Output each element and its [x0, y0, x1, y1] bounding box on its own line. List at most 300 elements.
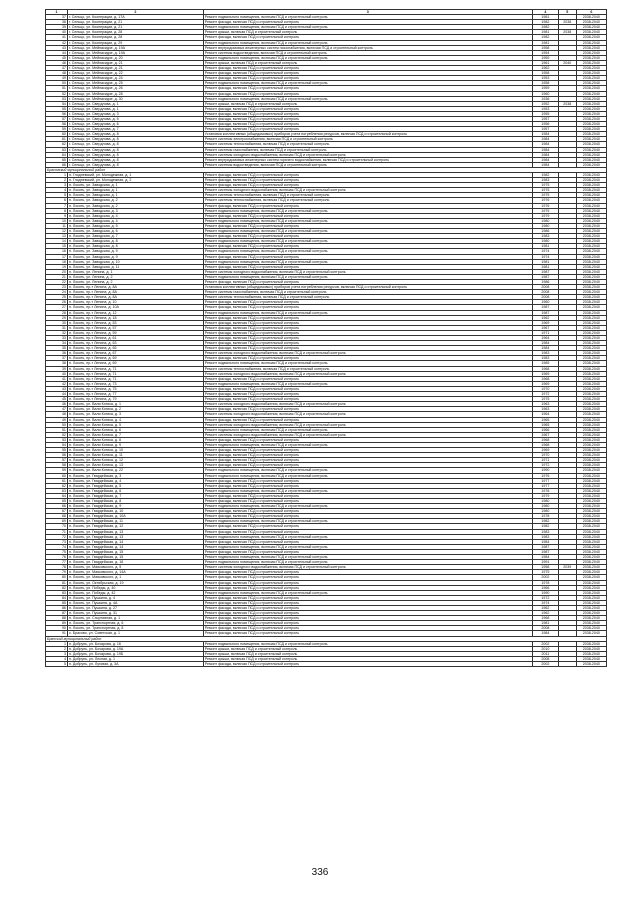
cell-period: 2038-2040 — [576, 448, 606, 453]
cell-year: 1974 — [532, 254, 558, 259]
cell-year: 1976 — [532, 203, 558, 208]
cell-year: 1964 — [532, 412, 558, 417]
cell-period: 2038-2040 — [576, 320, 606, 325]
cell-period: 2038-2040 — [576, 208, 606, 213]
cell-address: п. Локоть, ул. Маяковского, д. 14А — [67, 570, 203, 575]
cell-work-type: Ремонт фасада, включая ПСД и строительный контроль — [203, 325, 532, 330]
cell-number: 63 — [46, 488, 68, 493]
cell-address: г. Сельцо, ул. Мейпасидзе, д. 19А — [67, 45, 203, 50]
cell-address: п. Локоть, пр-т Ленина, д. 79 — [67, 397, 203, 402]
cell-period: 2038-2040 — [576, 478, 606, 483]
cell-work-type: Ремонт фасада, включая ПСД и строительный контроль — [203, 483, 532, 488]
cell-work-type: Ремонт системы теплоснабжения, включая ПСД и строительный контроль — [203, 142, 532, 147]
cell-period: 2038-2040 — [576, 575, 606, 580]
cell-number: 48 — [46, 71, 68, 76]
cell-work-type: Ремонт подвального помещения, включая ПСД и строительный контроль — [203, 381, 532, 386]
cell-year: 1981 — [532, 15, 558, 20]
cell-year: 2008 — [532, 295, 558, 300]
cell-number: 74 — [46, 544, 68, 549]
cell-year: 1968 — [532, 366, 558, 371]
cell-year: 2002 — [532, 641, 558, 646]
cell-period: 2038-2040 — [576, 662, 606, 667]
cell-work-type: Ремонт подвального помещения, включая ПСД и строительный контроль — [203, 229, 532, 234]
cell-work-type: Ремонт крыши, включая ПСД и строительный контроль — [203, 30, 532, 35]
cell-period: 2038-2040 — [576, 392, 606, 397]
cell-number: 16 — [46, 249, 68, 254]
cell-year: 1983 — [532, 356, 558, 361]
cell-year: 1964 — [532, 336, 558, 341]
cell-work-type: Ремонт подвального помещения, включая ПСД и строительный контроль — [203, 555, 532, 560]
cell-year: 1959 — [532, 55, 558, 60]
cell-year: 1969 — [532, 320, 558, 325]
cell-year: 1980 — [532, 223, 558, 228]
cell-year: 1979 — [532, 213, 558, 218]
cell-period: 2038-2040 — [576, 341, 606, 346]
cell-work-type: Ремонт системы холодного водоснабжения, включая ПСД и строительный контроль — [203, 432, 532, 437]
cell-work-type: Установка коллективных (общедомовых) приборов учета потребления ресурсов, включая ПСД и строительный контроль — [203, 285, 532, 290]
cell-address: п. Локоть, ул. Пушкина, д. 27 — [67, 605, 203, 610]
cell-number: 75 — [46, 549, 68, 554]
cell-work-type: Ремонт фасада, включая ПСД и строительный контроль — [203, 478, 532, 483]
cell-number: 82 — [46, 585, 68, 590]
cell-address: п. Локоть, ул. Заводская, д. 10 — [67, 259, 203, 264]
cell-work-type: Ремонт фасада, включая ПСД и строительный контроль — [203, 585, 532, 590]
cell-period: 2038-2040 — [576, 137, 606, 142]
cell-period: 2038-2040 — [576, 60, 606, 65]
cell-period: 2038-2040 — [576, 81, 606, 86]
cell-number: 5 — [46, 662, 68, 667]
cell-year: 1984 — [532, 132, 558, 137]
cell-address: п. Локоть, ул. Победы, д. 40 — [67, 585, 203, 590]
cell-number: 38 — [46, 361, 68, 366]
cell-work-type: Установка коллективных (общедомовых) приборов учета потребления ресурсов, включая ПСД и строительный контроль — [203, 132, 532, 137]
cell-year: 1962 — [532, 66, 558, 71]
cell-period: 2038-2040 — [576, 432, 606, 437]
cell-period: 2038-2040 — [576, 116, 606, 121]
cell-year: 1953 — [532, 76, 558, 81]
cell-period: 2038-2040 — [576, 560, 606, 565]
cell-year: 1987 — [532, 549, 558, 554]
cell-number: 23 — [46, 285, 68, 290]
cell-period: 2038-2040 — [576, 463, 606, 468]
cell-address: г. Сельцо, ул. Мейпасидзе, д. 25 — [67, 81, 203, 86]
cell-number: 7 — [46, 203, 68, 208]
cell-number: 73 — [46, 539, 68, 544]
cell-work-type: Ремонт подвального помещения, включая ПСД и строительный контроль — [203, 81, 532, 86]
cell-year: 1962 — [532, 315, 558, 320]
cell-work-type: Ремонт системы теплоснабжения, включая ПСД и строительный контроль — [203, 198, 532, 203]
cell-number: 6 — [46, 198, 68, 203]
cell-year: 1984 — [532, 152, 558, 157]
cell-address: п. Глодневский, ул. Молодежная, д. 2 — [67, 178, 203, 183]
cell-number: 18 — [46, 259, 68, 264]
cell-work-type: Ремонт фасада, включая ПСД и строительный контроль — [203, 621, 532, 626]
cell-year: 1983 — [532, 178, 558, 183]
cell-number: 22 — [46, 279, 68, 284]
cell-period: 2038-2040 — [576, 356, 606, 361]
cell-number: 61 — [46, 478, 68, 483]
cell-work-type: Ремонт фасада, включая ПСД и строительный контроль — [203, 631, 532, 636]
cell-period: 2038-2040 — [576, 40, 606, 45]
cell-year: 1954 — [532, 50, 558, 55]
cell-address: г. Сельцо, ул. Свердлова, д. 8 — [67, 132, 203, 137]
cell-period: 2038-2040 — [576, 305, 606, 310]
cell-address: г. Сельцо, ул. Свердлова, д. 1 — [67, 106, 203, 111]
cell-number: 9 — [46, 213, 68, 218]
cell-address: г. Сельцо, ул. Свердлова, д. 8 — [67, 157, 203, 162]
cell-address: п. Локоть, ул. Гвардейская, д. 14 — [67, 539, 203, 544]
section-title: Брянский муниципальный район — [46, 636, 607, 641]
cell-period: 2038-2040 — [576, 86, 606, 91]
cell-number: 55 — [46, 106, 68, 111]
cell-period: 2038-2040 — [576, 626, 606, 631]
cell-address: п. Локоть, ул. Вали Котика, д. 5 — [67, 422, 203, 427]
cell-period: 2038-2040 — [576, 193, 606, 198]
cell-address: п. Глодневский, ул. Молодежная, д. 1 — [67, 173, 203, 178]
cell-address: п. Локоть, ул. Вали Котика, д. 4 — [67, 417, 203, 422]
cell-address: г. Сельцо, ул. Кооперации, д. 29 — [67, 40, 203, 45]
cell-period: 2038-2040 — [576, 371, 606, 376]
cell-year: 1990 — [532, 468, 558, 473]
cell-number: 50 — [46, 422, 68, 427]
cell-year: 1976 — [532, 198, 558, 203]
cell-year: 1959 — [532, 86, 558, 91]
cell-address: п. Локоть, ул. Гвардейская, д. 15 — [67, 555, 203, 560]
cell-work-type: Ремонт фасада, включая ПСД и строительный контроль — [203, 106, 532, 111]
cell-year: 1967 — [532, 432, 558, 437]
cell-address: п. Локоть, ул. Заводская, д. 2 — [67, 203, 203, 208]
cell-period: 2038-2040 — [576, 616, 606, 621]
cell-number: 32 — [46, 330, 68, 335]
cell-work-type: Ремонт крыши, включая ПСД и строительный контроль — [203, 651, 532, 656]
cell-year: 1975 — [532, 397, 558, 402]
cell-number: 39 — [46, 366, 68, 371]
cell-address: г. Сельцо, ул. Мейпасидзе, д. 30 — [67, 96, 203, 101]
cell-period: 2038-2040 — [576, 381, 606, 386]
cell-year: 1968 — [532, 376, 558, 381]
cell-address: г. Сельцо, ул. Мейпасидзе, д. 20 — [67, 55, 203, 60]
col-number-2: 2 — [67, 10, 203, 15]
cell-period: 2038-2040 — [576, 366, 606, 371]
cell-year: 1980 — [532, 218, 558, 223]
cell-address: г. Сельцо, ул. Свердлова, д. 3 — [67, 111, 203, 116]
cell-year: 2002 — [532, 662, 558, 667]
cell-year: 2008 — [532, 290, 558, 295]
cell-year: 1982 — [532, 524, 558, 529]
cell-address: п. Локоть, ул. Гвардейская, д. 3 — [67, 473, 203, 478]
cell-period: 2038-2040 — [576, 600, 606, 605]
cell-address: п. Локоть, ул. Заводская, д. 2 — [67, 198, 203, 203]
repair-schedule-table — [45, 9, 607, 667]
cell-address: п. Локоть, ул. Заводская, д. 4 — [67, 213, 203, 218]
cell-address: п. Локоть, ул. Гвардейская, д. 10А — [67, 514, 203, 519]
cell-number: 86 — [46, 605, 68, 610]
cell-period: 2038-2040 — [576, 285, 606, 290]
cell-year: 2002 — [532, 575, 558, 580]
cell-number: 67 — [46, 509, 68, 514]
cell-address: п. Локоть, ул. Вали Котика, д. 8 — [67, 437, 203, 442]
cell-period: 2038-2040 — [576, 223, 606, 228]
cell-work-type: Ремонт фасада, включая ПСД и строительный контроль — [203, 320, 532, 325]
cell-year: 1986 — [532, 229, 558, 234]
cell-number: 52 — [46, 432, 68, 437]
cell-year: 1969 — [532, 381, 558, 386]
cell-number: 49 — [46, 76, 68, 81]
cell-work-type: Ремонт фасада, включая ПСД и строительный контроль — [203, 346, 532, 351]
cell-work-type: Ремонт системы теплоснабжения, включая ПСД и строительный контроль — [203, 366, 532, 371]
cell-work-type: Ремонт подвального помещения, включая ПСД и строительный контроль — [203, 590, 532, 595]
cell-work-type: Ремонт системы водоотведения, включая ПСД и строительный контроль — [203, 50, 532, 55]
cell-period: 2038-2040 — [576, 544, 606, 549]
cell-address: п. Локоть, ул. Заводская, д. 8 — [67, 239, 203, 244]
cell-year: 1956 — [532, 122, 558, 127]
cell-period: 2038-2040 — [576, 147, 606, 152]
cell-address: г. Сельцо, ул. Кооперации, д. 17А — [67, 15, 203, 20]
cell-work-type: Ремонт системы холодного водоснабжения, включая ПСД и строительный контроль — [203, 152, 532, 157]
cell-period: 2038-2040 — [576, 386, 606, 391]
cell-work-type: Ремонт подвального помещения, включая ПСД и строительный контроль — [203, 504, 532, 509]
cell-number: 66 — [46, 504, 68, 509]
cell-year: 1960 — [532, 300, 558, 305]
cell-work-type: Ремонт фасада, включая ПСД и строительный контроль — [203, 244, 532, 249]
cell-work-type: Ремонт фасада, включая ПСД и строительный контроль — [203, 336, 532, 341]
cell-number: 64 — [46, 493, 68, 498]
cell-address: п. Локоть, ул. Ленина, д. 2 — [67, 274, 203, 279]
cell-period: 2038-2040 — [576, 473, 606, 478]
cell-period: 2038-2040 — [576, 605, 606, 610]
cell-number: 1 — [46, 641, 68, 646]
cell-number: 34 — [46, 341, 68, 346]
cell-address: г. Сельцо, ул. Мейпасидзе, д. 26 — [67, 86, 203, 91]
cell-address: п. Добрунь, ул. Бочарова, д. 19Б — [67, 651, 203, 656]
cell-work-type: Ремонт фасада, включая ПСД и строительный контроль — [203, 111, 532, 116]
cell-period: 2038-2040 — [576, 152, 606, 157]
cell-period: 2038-2040 — [576, 555, 606, 560]
cell-address: п. Локоть, пр-т Ленина, д. 73 — [67, 381, 203, 386]
cell-year: 1972 — [532, 392, 558, 397]
cell-number: 37 — [46, 356, 68, 361]
cell-year: 1987 — [532, 544, 558, 549]
cell-period: 2038-2040 — [576, 427, 606, 432]
cell-year: 1975 — [532, 188, 558, 193]
cell-year: 1958 — [532, 81, 558, 86]
cell-address: г. Сельцо, ул. Мейпасидзе, д. 28 — [67, 91, 203, 96]
cell-address: п. Локоть, ул. Гвардейская, д. 8 — [67, 499, 203, 504]
cell-period: 2038-2040 — [576, 468, 606, 473]
cell-work-type: Ремонт фасада, включая ПСД и строительный контроль — [203, 234, 532, 239]
cell-year: 1953 — [532, 106, 558, 111]
cell-address: п. Локоть, пр-т Ленина, д. 71 — [67, 371, 203, 376]
cell-address: г. Сельцо, ул. Мейпасидзе, д. 21 — [67, 60, 203, 65]
cell-year: 1980 — [532, 239, 558, 244]
cell-number: 77 — [46, 560, 68, 565]
cell-number: 47 — [46, 407, 68, 412]
cell-year: 1983 — [532, 534, 558, 539]
cell-work-type: Ремонт фасада, включая ПСД и строительный контроль — [203, 71, 532, 76]
cell-work-type: Ремонт фасада, включая ПСД и строительный контроль — [203, 662, 532, 667]
cell-period: 2038-2040 — [576, 646, 606, 651]
cell-year: 1969 — [532, 371, 558, 376]
cell-number: 5 — [46, 193, 68, 198]
cell-work-type: Ремонт системы холодного водоснабжения, включая ПСД и строительный контроль — [203, 565, 532, 570]
cell-year: 1972 — [532, 595, 558, 600]
cell-work-type: Ремонт фасада, включая ПСД и строительный контроль — [203, 600, 532, 605]
cell-address: п. Локоть, ул. Гвардейская, д. 9 — [67, 504, 203, 509]
cell-number: 58 — [46, 122, 68, 127]
cell-year: 2008 — [532, 656, 558, 661]
cell-number: 59 — [46, 468, 68, 473]
cell-number: 81 — [46, 580, 68, 585]
cell-period: 2038-2040 — [576, 407, 606, 412]
cell-year: 1978 — [532, 580, 558, 585]
cell-year: 1987 — [532, 305, 558, 310]
cell-work-type: Ремонт фасада, включая ПСД и строительный контроль — [203, 279, 532, 284]
cell-year: 1981 — [532, 259, 558, 264]
cell-number: 72 — [46, 534, 68, 539]
cell-address: п. Локоть, ул. Вали Котика, д. 1 — [67, 402, 203, 407]
cell-period: 2038-2040 — [576, 127, 606, 132]
cell-number: 37 — [46, 15, 68, 20]
cell-period: 2038-2040 — [576, 504, 606, 509]
cell-number: 80 — [46, 575, 68, 580]
cell-year: 1987 — [532, 274, 558, 279]
cell-number: 3 — [46, 183, 68, 188]
cell-address: п. Локоть, ул. Маяковского, д. 5 — [67, 565, 203, 570]
cell-work-type: Ремонт фасада, включая ПСД и строительный контроль — [203, 35, 532, 40]
cell-number: 4 — [46, 656, 68, 661]
col-number-1: 1 — [46, 10, 68, 15]
cell-work-type: Ремонт системы теплоснабжения, включая ПСД и строительный контроль — [203, 295, 532, 300]
cell-number: 15 — [46, 244, 68, 249]
cell-number: 57 — [46, 458, 68, 463]
cell-work-type: Ремонт крыши, включая ПСД и строительный контроль — [203, 101, 532, 106]
cell-number: 61 — [46, 137, 68, 142]
cell-work-type: Ремонт фасада, включая ПСД и строительный контроль — [203, 392, 532, 397]
cell-work-type: Ремонт подвального помещения, включая ПСД и строительный контроль — [203, 361, 532, 366]
cell-address: п. Локоть, ул. Гвардейская, д. 15 — [67, 549, 203, 554]
cell-year: 1978 — [532, 514, 558, 519]
cell-period: 2038-2040 — [576, 330, 606, 335]
cell-period: 2038-2040 — [576, 290, 606, 295]
cell-year: 1984 — [532, 555, 558, 560]
cell-work-type: Ремонт системы холодного водоснабжения, включая ПСД и строительный контроль — [203, 402, 532, 407]
cell-number: 11 — [46, 223, 68, 228]
cell-work-type: Ремонт фасада, включая ПСД и строительный контроль — [203, 341, 532, 346]
cell-year: 1967 — [532, 325, 558, 330]
cell-year: 1984 — [532, 137, 558, 142]
cell-address: п. Добрунь, ул. Бочарова, д. 16 — [67, 641, 203, 646]
cell-period: 2038-2040 — [576, 203, 606, 208]
cell-year: 1987 — [532, 269, 558, 274]
cell-work-type: Ремонт фасада, включая ПСД и строительный контроль — [203, 493, 532, 498]
cell-address: п. Локоть, пр-т Ленина, д. 18 — [67, 315, 203, 320]
cell-work-type: Ремонт подвального помещения, включая ПСД и строительный контроль — [203, 208, 532, 213]
cell-period: 2038-2040 — [576, 509, 606, 514]
cell-number: 24 — [46, 290, 68, 295]
cell-address: п. Локоть, ул. Маяковского, д. 1 — [67, 575, 203, 580]
cell-work-type: Ремонт фасада, включая ПСД и строительный контроль — [203, 86, 532, 91]
cell-number: 71 — [46, 529, 68, 534]
cell-period: 2038-2040 — [576, 524, 606, 529]
cell-year: 1970 — [532, 386, 558, 391]
cell-work-type: Ремонт фасада, включая ПСД и строительный контроль — [203, 514, 532, 519]
cell-year-extra: 2040 — [558, 60, 576, 65]
cell-work-type: Ремонт фасада, включая ПСД и строительный контроль — [203, 183, 532, 188]
cell-address: п. Локоть, ул. Заводская, д. 9 — [67, 249, 203, 254]
cell-year: 1991 — [532, 560, 558, 565]
cell-period: 2038-2040 — [576, 565, 606, 570]
cell-number: 90 — [46, 626, 68, 631]
cell-number: 46 — [46, 60, 68, 65]
cell-year: 1971 — [532, 458, 558, 463]
cell-period: 2038-2040 — [576, 336, 606, 341]
cell-year: 1966 — [532, 585, 558, 590]
cell-work-type: Ремонт подвального помещения, включая ПСД и строительный контроль — [203, 560, 532, 565]
cell-period: 2038-2040 — [576, 412, 606, 417]
cell-number: 45 — [46, 55, 68, 60]
cell-year: 1965 — [532, 417, 558, 422]
cell-number: 42 — [46, 381, 68, 386]
cell-work-type: Ремонт подвального помещения, включая ПСД и строительный контроль — [203, 473, 532, 478]
cell-period: 2038-2040 — [576, 96, 606, 101]
cell-address: п. Локоть, ул. Пушкина, д. 31 — [67, 611, 203, 616]
cell-period: 2038-2040 — [576, 493, 606, 498]
cell-address: г. Сельцо, ул. Свердлова, д. 8 — [67, 152, 203, 157]
cell-period: 2038-2040 — [576, 239, 606, 244]
cell-work-type: Ремонт подвального помещения, включая ПСД и строительный контроль — [203, 218, 532, 223]
cell-address: п. Локоть, пр-т Ленина, д. 69 — [67, 356, 203, 361]
cell-work-type: Ремонт внутридомовых инженерных систем газоснабжения, включая ПСД и строительный контроль — [203, 45, 532, 50]
cell-address: п. Локоть, ул. Гвардейская, д. 7 — [67, 493, 203, 498]
cell-address: п. Локоть, пр-т Ленина, д. 77 — [67, 392, 203, 397]
cell-period: 2038-2040 — [576, 213, 606, 218]
cell-work-type: Ремонт системы холодного водоснабжения, включая ПСД и строительный контроль — [203, 188, 532, 193]
cell-period: 2038-2040 — [576, 300, 606, 305]
cell-year: 1982 — [532, 20, 558, 25]
cell-year: 1981 — [532, 30, 558, 35]
cell-number: 63 — [46, 147, 68, 152]
cell-period: 2038-2040 — [576, 310, 606, 315]
cell-number: 2 — [46, 646, 68, 651]
cell-year: 1975 — [532, 208, 558, 213]
cell-period: 2038-2040 — [576, 549, 606, 554]
cell-period: 2038-2040 — [576, 529, 606, 534]
cell-year: 1987 — [532, 310, 558, 315]
cell-number: 64 — [46, 152, 68, 157]
cell-address: п. Локоть, ул. Вали Котика, д. 11 — [67, 453, 203, 458]
cell-work-type: Ремонт подвального помещения, включая ПСД и строительный контроль — [203, 544, 532, 549]
cell-work-type: Ремонт фасада, включая ПСД и строительный контроль — [203, 315, 532, 320]
cell-address: п. Локоть, пр-т Ленина, д. 59 — [67, 330, 203, 335]
cell-work-type: Ремонт фасада, включая ПСД и строительный контроль — [203, 173, 532, 178]
cell-year: 1976 — [532, 473, 558, 478]
cell-address: п. Локоть, ул. Гвардейская, д. 13 — [67, 534, 203, 539]
cell-number: 25 — [46, 295, 68, 300]
cell-period: 2038-2040 — [576, 499, 606, 504]
cell-period: 2038-2040 — [576, 651, 606, 656]
cell-year: 1982 — [532, 173, 558, 178]
cell-year: 1961 — [532, 60, 558, 65]
cell-work-type: Ремонт подвального помещения, включая ПСД и строительный контроль — [203, 15, 532, 20]
cell-period: 2038-2040 — [576, 25, 606, 30]
cell-period: 2038-2040 — [576, 417, 606, 422]
cell-period: 2038-2040 — [576, 101, 606, 106]
cell-address: п. Локоть, пр-т Ленина, д. 65 — [67, 346, 203, 351]
cell-address: п. Локоть, ул. Гвардейская, д. 5 — [67, 483, 203, 488]
cell-work-type: Ремонт подвального помещения, включая ПСД и строительный контроль — [203, 249, 532, 254]
cell-year: 1984 — [532, 346, 558, 351]
cell-number: 53 — [46, 96, 68, 101]
